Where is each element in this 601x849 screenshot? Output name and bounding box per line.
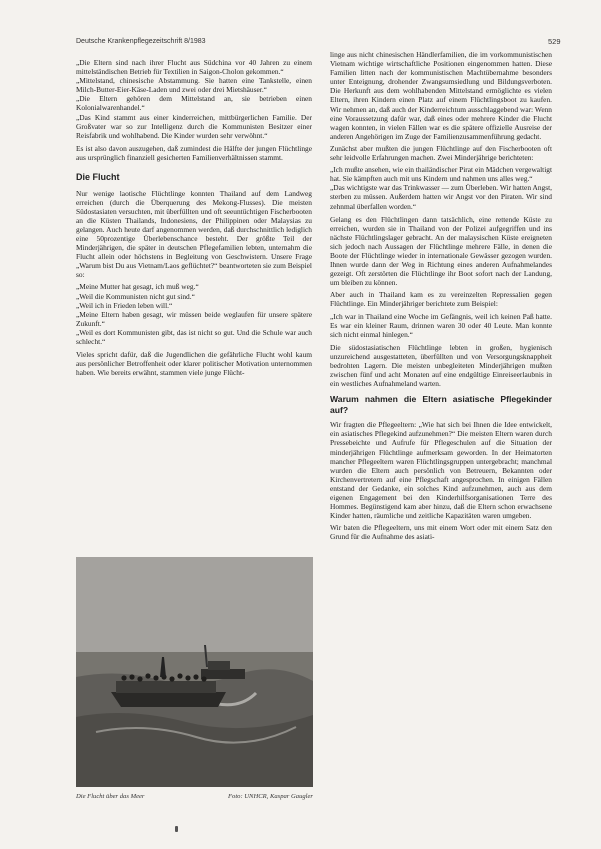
quote-line: „Die Eltern gehören dem Mittelstand an, sie betrieben einen Kolonialwarenhandel.“ <box>76 94 312 113</box>
quote-line: „Das Kind stammt aus einer kinderreichen, mittbürgerlichen Familie. Der Großvater war so zur Intelligenz durch die Kommunisten Besitzer einer Reisfabrik und wohlhabend. Die Kinder wurden sehr verwöhnt.“ <box>76 112 312 140</box>
quote-line: „Weil es dort Kommunisten gibt, das ist nicht so gut. Und die Schule war auch schlecht.“ <box>76 327 312 347</box>
paragraph: Wir fragten die Pflegeeltern: „Wie hat sich bei Ihnen die Idee entwickelt, ein asiatisches Pflegekind aufzunehmen?“ Die meisten Eltern waren durch Pressebeichte und Aufrufe für Pflegeschulen auf die Situation der minderjährigen Flüchtlinge aufmerksam geworden. In der Heimatorten mancher Pflegeeltern waren Flüchtlingsgruppen untergebracht; manchmal wurden die Eltern auch persönlich von Betreuern, Bekannten oder Kirchenvertretern auf eine Pflegschaft angesprochen. In einigen Fällen entstand der Gedanke, ein solches Kind aufzunehmen, auch aus dem eigenen Engagement bei den Kinderhilfsorganisationen Terre des Hommes. Begünstigend kam aber hinzu, daß die Eltern schon erwachsene Kinder hatten, räumliche und zeitliche Kapazitäten waren umgeben. <box>330 420 552 521</box>
flight-paragraph: Nur wenige laotische Flüchtlinge konnten Thailand auf dem Landweg erreichen (durch die Überquerung des Mekong-Flusses). Die meisten Südostasiaten versuchten, mit überfüllten und oft seeuntüchtigen Fischerbooten an die Küsten Thailands, Indonesiens, der Philippinen oder Malaysias zu gelangen. Auch heute darf angenommen werden, daß durchschnittlich lediglich eine 50prozentige Überlebenschance besteht. Der größte Teil der Minderjährigen, die später in deutschen Pflegefamilien lebten, unternahm die Flucht allein oder höchstens in Begleitung von Geschwistern. Unsere Frage „Warum bist Du aus Vietnam/Laos geflüchtet?“ beantworteten sie zum Beispiel so: <box>76 188 312 280</box>
right-column <box>330 50 552 545</box>
left-column <box>76 58 312 380</box>
paragraph: Wir baten die Pflegeeltern, uns mit einem Wort oder mit einem Satz den Grund für die Aufnahme des asiati- <box>330 523 552 542</box>
print-mark <box>175 826 178 832</box>
refugee-quotes <box>330 165 552 210</box>
prison-quote <box>330 312 552 339</box>
quote-line: „Ich war in Thailand eine Woche im Gefängnis, weil ich keinen Paß hatte. Es war ein kleiner Raum, drinnen waren 30 oder 40 Leute. Man konnte sich nicht einmal hinlegen.“ <box>330 311 552 339</box>
closing-paragraph: Vieles spricht dafür, daß die Jugendlichen die gefährliche Flucht wohl kaum aus persönlicher Betroffenheit oder klarer politischer Motivation unternommen haben. Wie bereits erwähnt, stammen viele junge Flücht- <box>76 350 312 378</box>
summary-paragraph: Es ist also davon auszugehen, daß zumindest die Hälfte der jungen Flüchtlinge aus ursprünglich finanziell gesicherten Familienverhältnissen stammt. <box>76 143 312 162</box>
quote-line: „Meine Eltern haben gesagt, wir müssen beide weglaufen für unsere spätere Zukunft.“ <box>76 309 312 328</box>
photo-caption <box>76 793 313 800</box>
photo-credit: Foto: UNHCR, Kaspar Gaugler <box>228 793 313 800</box>
quote-line: „Weil die Kommunisten nicht gut sind.“ <box>76 291 195 301</box>
intro-quotes <box>76 58 312 140</box>
child-quotes <box>76 282 312 346</box>
section-heading-foster-parents: Warum nahmen die Eltern asiatische Pflegekinder auf? <box>330 394 552 415</box>
quote-line: „Meine Mutter hat gesagt, ich muß weg.“ <box>76 282 199 292</box>
section-heading-flight: Die Flucht <box>76 172 120 183</box>
paragraph: Zunächst aber mußten die jungen Flüchtlinge auf den Fischerbooten oft sehr leidvolle Erfahrungen machen. Zwei Minderjährige berichteten: <box>330 143 552 163</box>
quote-line: „Ich mußte ansehen, wie ein thailändischer Pirat ein Mädchen vergewaltigt hat. Sie kämpften auch mit uns Kindern und nahmen uns alles weg.“ <box>330 165 552 184</box>
paragraph: Die südostasiatischen Flüchtlinge lebten in großen, hygienisch unzureichend ausgestatteten, überfüllten und von Versorgungsknappheit bedrohten Lagern. Die meisten unbegleiteten Minderjährigen mußten zwischen fünf und acht Monaten auf eine endgültige Einreiseerlaubnis in ein westliches Aufnahmeland warten. <box>330 342 552 389</box>
running-head: Deutsche Krankenpflegezeitschrift 8/1983 <box>76 38 206 45</box>
quote-line: „Die Eltern sind nach ihrer Flucht aus Südchina vor 40 Jahren zu einem mittelständischen Betrieb für Textilien in Saigon-Cholon gekommen.“ <box>76 58 312 77</box>
paragraph: linge aus nicht chinesischen Händlerfamilien, die im vorkommunistischen Vietnam wichtige wirtschaftliche Positionen eingenommen hatten. Diese Familien litten nach der kommunistischen Machtübernahme besonders unter Enteignung, drohender Zwangsumsiedlung und Bildungsverboten. Die Herkunft aus dem wohlhabenden Mittelstand ermöglichte es vielen Eltern, ihren Kindern einen Platz auf einem Flüchtlingsboot zu kaufen. Wir nehmen an, daß auch der Kinderreichtum ausschlaggebend war: Wenn eine Voraussetzung dafür war, daß eines oder mehrere Kinder die Flucht wagen konnten, in vielen Fällen war es die spätere offizielle Ausreise der anderen Angehörigen im Zuge der Familienzusammenführung gedacht. <box>330 50 552 141</box>
boat-scene-illustration <box>76 557 313 787</box>
quote-line: „Mittelstand, chinesische Abstammung. Sie hatten eine Tankstelle, einen Milch-Butter-Eier-Käse-Laden und zwei oder drei Mietshäuser.“ <box>76 76 312 95</box>
boat-photo <box>76 557 313 787</box>
caption-text: Die Flucht über das Meer <box>76 793 145 800</box>
page-number: 529 <box>548 37 561 46</box>
paragraph: Aber auch in Thailand kam es zu vereinzelten Repressalien gegen Flüchtlinge. Ein Minderjähriger berichtete zum Beispiel: <box>330 290 552 309</box>
paragraph: Gelang es den Flüchtlingen dann tatsächlich, eine rettende Küste zu erreichen, wurden sie in Thailand von der Polizei aufgegriffen und ins nächste Flüchtlingslager gebracht. An der malaysischen Küste ereigneten sich jedoch nach Aussagen der Flüchtlinge mehrere Fälle, in denen die Boote der Flüchtlinge wieder in internationale Gewässer gezogen wurden. Ihnen wurde dann der Weg in Richtung eines anderen Aufnahmelandes gezeigt. Oft zerstörten die Flüchtlinge ihr Boot sofort nach der Landung, um bleiben zu können. <box>330 214 552 288</box>
quote-line: „Weil ich in Frieden leben will.“ <box>76 300 173 310</box>
quote-line: „Das wichtigste war das Trinkwasser — zum Überleben. Wir hatten Angst, sterben zu müssen. Außerdem hatten wir Angst vor den Piraten. Wir sind zehnmal überfallen worden.“ <box>330 183 552 211</box>
